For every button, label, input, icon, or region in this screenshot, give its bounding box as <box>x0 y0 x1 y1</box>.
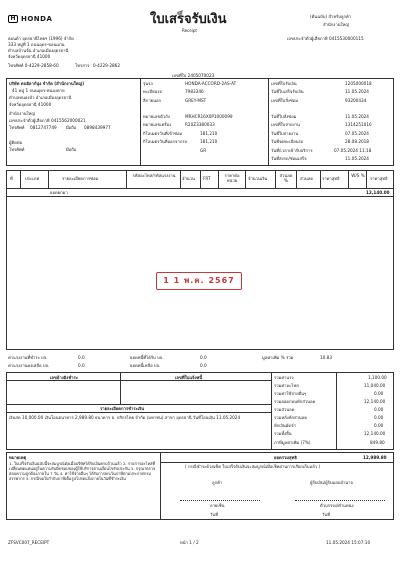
invoice-head: เลขที่ใบแจ้งหนี้ <box>175 375 203 380</box>
company-phone: โทรศัพท์ 0-4229-2858-60 <box>8 63 59 68</box>
receipt-date-label: วันที่ใบเสร็จรับเงิน <box>271 89 304 94</box>
jobcard-label: เลขที่ใบสั่งซ่อม <box>271 98 299 103</box>
customer-mobile: 0898439977 <box>84 125 111 130</box>
color-label: สีภายนอก <box>143 98 162 103</box>
discount-total: 0.00 <box>374 407 384 412</box>
logo-text: HONDA <box>21 14 53 23</box>
notes-body: 1. ใบเสร็จรับเงินฉบับนี้จะสมบูรณ์ต่อเมื่อบริษัทได้รับเงินครบถ้วนแล้ว 2. รายการอะไหล่ที่เปลี่ยนทดแทนอยู่ในความรับผิดชอบของผู้ใช้บริการตามเงื่อนไขรับประกัน 3. กรุณาตรวจสอบความถูกต้องภายใน 7 วัน 4. ค่าใช้จ่ายอื่นๆ ได้รับการยกเว้นภาษีตามประกาศกรมสรรพากร 5. กรณีขอใบกำกับภาษีเต็มรูปโปรดแจ้งภายในวันที่ชำระเงิน <box>9 461 156 481</box>
payment-detail: เงินสด 10,000.00 เงินโอนธนาคาร 2,989.80 ธนาคาร ธ. กสิกรไทย จำกัด (มหาชน) สาขา อุดรธานี วันที่โอนเงิน 11.05.2024 <box>9 415 241 420</box>
engine-label: หมายเลขเครื่อง <box>143 122 172 127</box>
vehicle-chassis: MRHCR16X0P1000099 <box>185 114 233 119</box>
col-line <box>320 170 321 188</box>
deposit-label: หักเงินมัดจำ <box>274 423 296 428</box>
tax-id: เลขประจำตัวผู้เสียภาษี 0415530000115 <box>287 36 364 41</box>
col-header: ราคาสุทธิ <box>370 176 388 181</box>
signature-line <box>295 500 385 501</box>
col-header: จำนวนเงิน <box>248 176 268 181</box>
col-header: ประเภท <box>25 176 40 181</box>
mobile-label: มือถือ <box>66 125 77 130</box>
notes-head: หมายเหตุ <box>9 455 27 460</box>
col-line <box>275 170 276 188</box>
after-discount-label: รวมหลังหักส่วนลด <box>274 415 308 420</box>
company-addr2: ตำบลบ้านจั่น อำเภอเมืองอุดรธานี <box>8 48 69 53</box>
row-line <box>6 412 271 413</box>
chassis-label: หมายเลขตัวถัง <box>143 114 170 119</box>
model-label: รุ่นรถ <box>143 81 153 86</box>
col-line <box>348 170 349 188</box>
debt-received: 0.0 <box>200 355 207 360</box>
payment-head: รายละเอียดการชำระเงิน <box>100 406 145 411</box>
sign-label: ลายเซ็น <box>210 503 225 508</box>
grand-total-label: ยอดรวมสุทธิ <box>274 455 297 460</box>
finish-date: 11.05.2024 <box>345 156 369 161</box>
sale-label: เลขที่ใบจ่ายงาน <box>271 122 300 127</box>
labor-paid-label: ค่าแรงงานที่ชำระ บจ. <box>8 355 48 360</box>
payer-label: ลูกค้า <box>212 480 223 485</box>
vehicle-engine: R20Z3380033 <box>185 122 215 127</box>
sale-date: 07.05.2024 <box>345 131 369 136</box>
divider <box>268 78 269 166</box>
jobdate-label: วันที่ใบสั่งซ่อม <box>271 114 297 119</box>
vehicle-type: GR <box>200 148 207 153</box>
col-line <box>218 170 219 188</box>
customer-addr3: จังหวัดอุดรธานี 41000 <box>9 102 52 107</box>
receiver-label: ผู้รับเงิน/ผู้รับมอบอำนาจ <box>310 480 353 485</box>
parts-total-label: รวมค่าอะไหล่ <box>274 383 299 388</box>
col-header: จำนวน <box>182 176 195 181</box>
vat-label: ภาษีมูลค่าเพิ่ม (7%) <box>274 440 311 445</box>
company-name: ฮอนด้า อุดรธานีไทยฯ (1996) จำกัด <box>8 36 74 41</box>
honda-h-icon: H <box>8 15 18 23</box>
col-header: รหัสอะไหล่/รหัสแรงงาน <box>132 173 176 178</box>
copy-note: (ต้นฉบับ) สำหรับลูกค้า <box>310 14 352 19</box>
col-line <box>48 170 49 188</box>
col-line <box>296 170 297 188</box>
col-header: W/S % <box>351 173 365 178</box>
company-addr1: 333 หมู่ที่ 1 ถนนอุดร-ขอนแก่น <box>8 42 65 47</box>
sale-no: 1314251016 <box>345 122 372 127</box>
contact-label: ผู้ติดต่อ <box>9 140 23 145</box>
row-line <box>6 380 271 381</box>
doc-number: เลขที่ใบ 2405070023 <box>172 73 215 78</box>
regdate-label: วันที่จดทะเบียนรถ <box>271 139 304 144</box>
divider <box>271 372 272 450</box>
labor-total-label: รวมค่าแรง <box>274 375 294 380</box>
col-header: รายละเอียดการซ่อม <box>62 176 99 181</box>
net-label: รวมทั้งสิ้น <box>274 431 292 436</box>
debt-received-label: ยอดหนี้ที่ได้รับ บจ. <box>130 355 164 360</box>
col-line <box>180 170 181 188</box>
form-code: ZFSVC007_RECEIPT <box>8 540 50 545</box>
receipt-no: 1205000018 <box>345 81 372 86</box>
col-line <box>200 170 201 188</box>
col-header: ราคาสุทธิ <box>322 176 340 181</box>
col-line <box>20 170 21 188</box>
page-subtitle: Receipt <box>182 28 197 33</box>
table-header-line <box>6 188 394 189</box>
customer-addr2: ตำบลหนองบัว อำเภอเมืองอุดรธานี <box>9 95 72 100</box>
gross-label: รวมยอดก่อนหักส่วนลด <box>274 399 316 404</box>
row-amount: 12,140.00 <box>366 190 390 195</box>
divider <box>336 372 337 450</box>
start-label: วันที่/เวลาเข้ารับบริการ <box>271 148 313 153</box>
jobdate: 11.05.2024 <box>345 114 369 119</box>
gross-total: 12,140.00 <box>364 399 386 404</box>
phone2-label: โทรศัพท์ <box>9 147 25 152</box>
net-total: 12,140.00 <box>364 431 386 436</box>
row-desc: ยอดยกมา <box>50 190 68 195</box>
other-total: 0.00 <box>374 391 384 396</box>
col-header: ส่วนลด <box>300 176 314 181</box>
rate-value: 10.83 <box>320 355 332 360</box>
parts-total: 11,040.00 <box>364 383 386 388</box>
finish-label: วันที่ส่งรถ/ซ่อมเสร็จ <box>271 156 307 161</box>
mileage-in-label: กิโลเมตรวันที่เข้าซ่อม <box>143 131 183 136</box>
vehicle-mileage-out: 181,210 <box>200 139 218 144</box>
fax-label: โทรสาร <box>75 63 90 68</box>
office-label: สำนักงานใหญ่ <box>323 22 349 27</box>
col-line <box>245 170 246 188</box>
company-addr3: จังหวัดอุดรธานี 41000 <box>8 54 51 59</box>
signature-line <box>180 500 260 501</box>
cheque-note: ( กรณีชำระด้วยเช็ค ใบเสร็จรับเงินจะสมบูรณ์เมื่อเช็คผ่านการเรียกเก็บแล้ว ) <box>185 464 321 469</box>
other-total-label: รวมค่าใช้จ่ายอื่นๆ <box>274 391 307 396</box>
date-label-2: วันที่ <box>322 512 330 517</box>
received-date-stamp: 1 1 พ.ค. 2567 <box>156 272 242 290</box>
labor-left: 0.0 <box>78 363 85 368</box>
phone-label: โทรศัพท์ <box>9 125 25 130</box>
labor-total: 1,100.00 <box>368 375 387 380</box>
labor-left-label: ค่าแรงงานคงเหลือ บจ. <box>8 363 50 368</box>
customer-branch: สำนักงานใหญ่ <box>9 111 35 116</box>
start-time: 07.05.2024 11:18 <box>334 148 372 153</box>
after-discount: 0.00 <box>374 415 384 420</box>
deposit: 0.00 <box>374 423 384 428</box>
company-fax: 0-4229-2862 <box>93 63 120 68</box>
pay-ref-head: เลขอ้างอิงชำระ <box>50 375 79 380</box>
mileage-out-label: กิโลเมตรวันที่ออกจากรถ <box>143 139 188 144</box>
customer-name: บริษัท ดนยิลาก์นุ่ง จำกัด (สำนักงานใหญ่) <box>9 81 85 86</box>
vehicle-color: GREY-MST <box>185 98 207 103</box>
honda-logo <box>8 14 62 24</box>
col-line <box>366 170 367 188</box>
table-row-line <box>6 196 394 197</box>
printed-time: 11.05.2024 15:07:10 <box>326 540 371 545</box>
sale-date-label: วันที่ใบจ่ายงาน <box>271 131 299 136</box>
customer-tax: เลขประจำตัวผู้เสียภาษี 0415562000021 <box>9 118 86 123</box>
divider <box>140 78 141 166</box>
vat-amount: 849.80 <box>370 440 385 445</box>
vehicle-plate: 7983346 <box>185 89 204 94</box>
col-line <box>126 170 127 188</box>
plate-label: ทะเบียนรถ <box>143 89 163 94</box>
row-line <box>160 462 394 463</box>
row-line <box>6 404 271 405</box>
receipt-no-label: เลขที่ใบรับเงิน <box>271 81 297 86</box>
receipt-date: 11.05.2024 <box>345 89 369 94</box>
discount-label: รวมส่วนลด <box>274 407 295 412</box>
debt-left-label: ยอดหนี้เหลือ บจ. <box>130 363 161 368</box>
labor-paid: 0.0 <box>78 355 85 360</box>
debt-left: 0.0 <box>200 363 207 368</box>
name-label: ตัวบรรจง/ตำแหน่ง <box>320 503 354 508</box>
col-header: ที่ <box>10 176 13 181</box>
customer-phone: 0812747749 <box>30 125 57 130</box>
vehicle-mileage-in: 181,210 <box>200 131 218 136</box>
grand-total: 12,989.80 <box>363 455 387 460</box>
page-number: หน้า 1 / 2 <box>180 540 199 545</box>
jobcard-no: 93200434 <box>345 98 367 103</box>
mobile2-label: มือถือ <box>66 147 77 152</box>
rate-label: มูลค่าเพิ่ม % ร่วม <box>262 355 294 360</box>
vehicle-model: HONDA-ACCORD-2AS-AT <box>185 81 237 86</box>
page-title: ใบเสร็จรับเงิน <box>150 12 227 27</box>
customer-addr1: 41 หมู่ 1 ถนนอุดร-หนองคาย <box>12 88 65 93</box>
date-label: วันที่ <box>210 512 218 517</box>
divider <box>120 372 121 404</box>
col-header: FRT <box>203 176 211 181</box>
regdate: 28.08.2018 <box>345 139 369 144</box>
items-table <box>6 170 394 350</box>
col-header: ส่วนลด % <box>279 173 293 184</box>
col-header: ราคาต่อหน่วย <box>224 173 240 184</box>
